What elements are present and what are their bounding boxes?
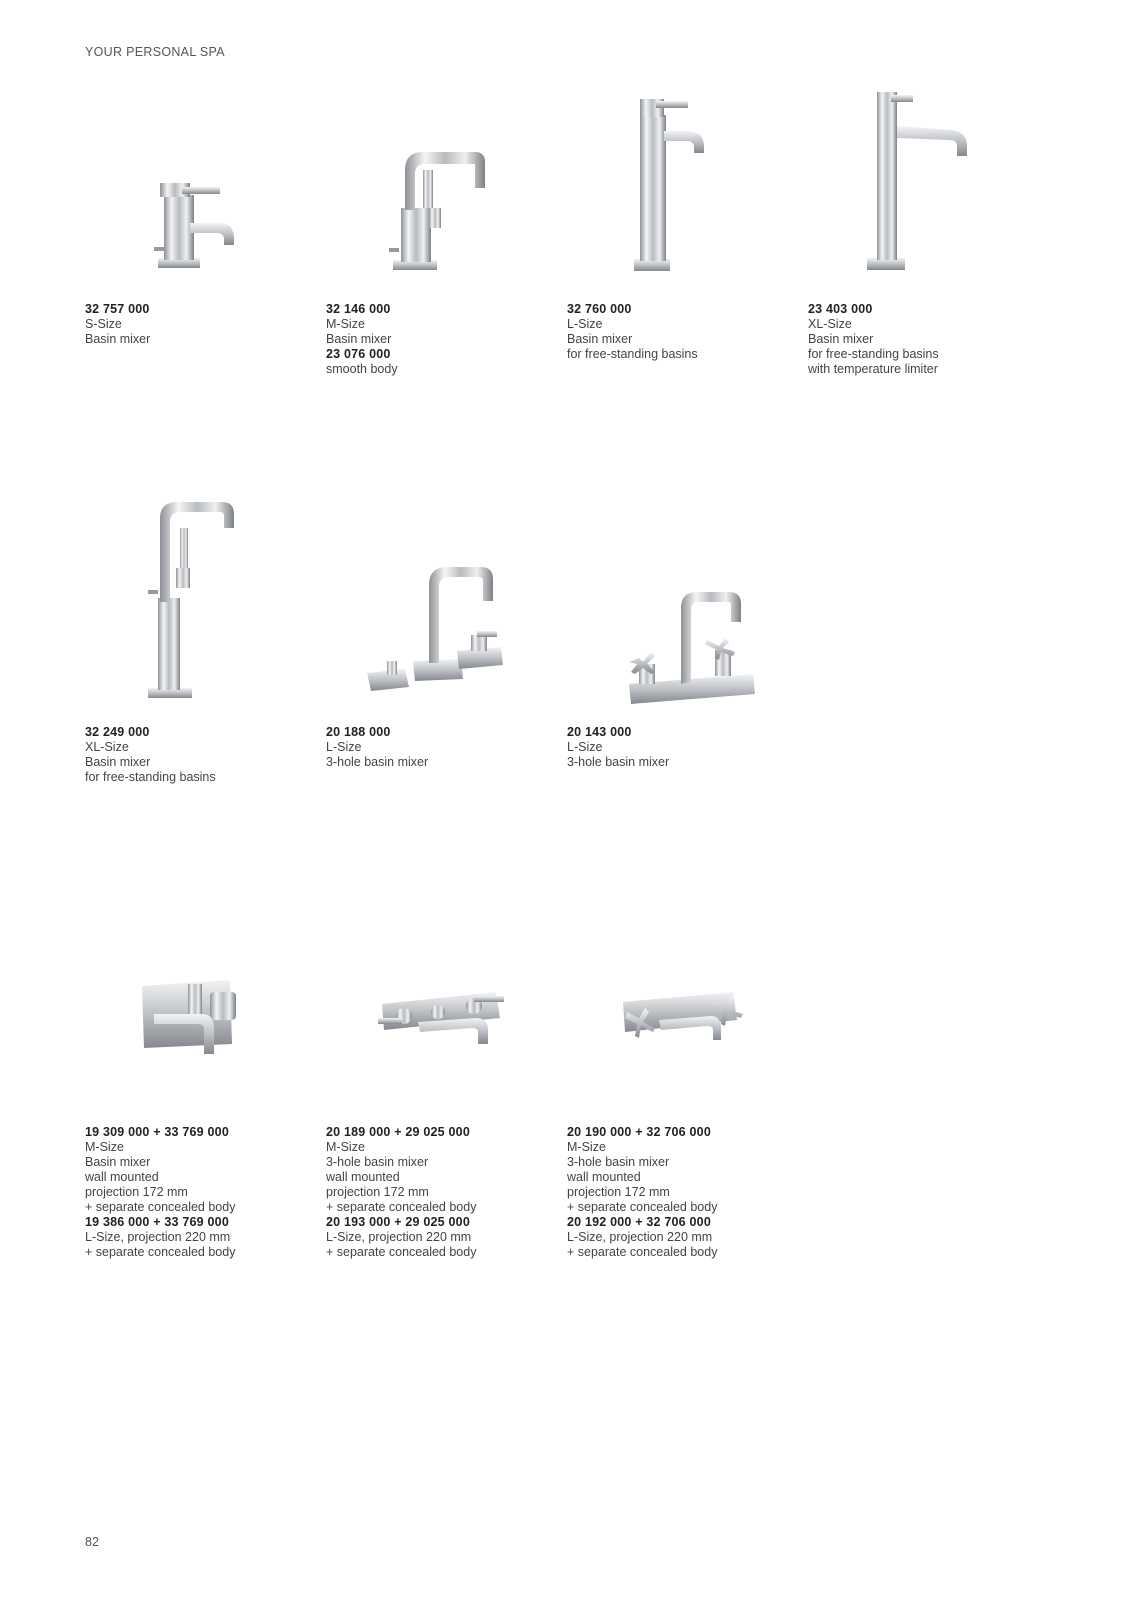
product-description: L-Size, projection 220 mm bbox=[567, 1230, 713, 1244]
3-hole-basin-mixer-cross-image bbox=[625, 590, 755, 715]
product-description: M-Size bbox=[326, 317, 365, 331]
product-description: + separate concealed body bbox=[567, 1245, 718, 1259]
product-number: 32 757 000 bbox=[85, 302, 150, 316]
product-number: 19 309 000 + 33 769 000 bbox=[85, 1125, 229, 1139]
s-size-basin-mixer-image bbox=[150, 175, 245, 275]
product-description: + separate concealed body bbox=[85, 1200, 236, 1214]
product-description: M-Size bbox=[567, 1140, 606, 1154]
product-description: M-Size bbox=[85, 1140, 124, 1154]
product-description: L-Size bbox=[567, 740, 603, 754]
product-info bbox=[567, 1125, 717, 1260]
product-description: L-Size bbox=[326, 740, 362, 754]
product-description: wall mounted bbox=[567, 1170, 641, 1184]
product-info bbox=[85, 725, 216, 785]
product-number: 32 760 000 bbox=[567, 302, 632, 316]
product-description: projection 172 mm bbox=[326, 1185, 429, 1199]
product-number: 20 189 000 + 29 025 000 bbox=[326, 1125, 470, 1139]
product-description: wall mounted bbox=[85, 1170, 159, 1184]
product-info bbox=[326, 302, 398, 377]
product-info bbox=[85, 302, 150, 347]
product-description: wall mounted bbox=[326, 1170, 400, 1184]
product-info bbox=[567, 725, 669, 770]
product-info bbox=[326, 1125, 476, 1260]
product-description: 3-hole basin mixer bbox=[326, 755, 429, 769]
product-number: 20 192 000 + 32 706 000 bbox=[567, 1215, 711, 1229]
product-info bbox=[326, 725, 428, 770]
product-description: 3-hole basin mixer bbox=[326, 1155, 429, 1169]
product-description: Basin mixer bbox=[567, 332, 633, 346]
product-description: L-Size, projection 220 mm bbox=[326, 1230, 472, 1244]
xl-size-basin-mixer-square-spout-image bbox=[140, 498, 250, 703]
3-hole-basin-mixer-lever-image bbox=[365, 565, 510, 695]
product-description: for free-standing basins bbox=[808, 347, 939, 361]
product-description: + separate concealed body bbox=[567, 1200, 718, 1214]
product-description: S-Size bbox=[85, 317, 122, 331]
product-description: Basin mixer bbox=[85, 332, 151, 346]
product-description: XL-Size bbox=[85, 740, 129, 754]
product-number: 20 193 000 + 29 025 000 bbox=[326, 1215, 470, 1229]
m-size-basin-mixer-image bbox=[385, 148, 495, 273]
product-info bbox=[85, 1125, 235, 1260]
product-description: Basin mixer bbox=[808, 332, 874, 346]
product-number: 19 386 000 + 33 769 000 bbox=[85, 1215, 229, 1229]
product-description: projection 172 mm bbox=[567, 1185, 670, 1199]
page-number: 82 bbox=[85, 1535, 99, 1549]
product-number: 32 146 000 bbox=[326, 302, 391, 316]
product-description: Basin mixer bbox=[85, 1155, 151, 1169]
product-description: Basin mixer bbox=[85, 755, 151, 769]
product-description: for free-standing basins bbox=[567, 347, 698, 361]
product-number: 20 143 000 bbox=[567, 725, 632, 739]
wall-mounted-3-hole-lever-image bbox=[378, 988, 508, 1063]
product-number: 20 188 000 bbox=[326, 725, 391, 739]
product-number: 32 249 000 bbox=[85, 725, 150, 739]
product-description: L-Size bbox=[567, 317, 603, 331]
product-description: with temperature limiter bbox=[808, 362, 938, 376]
product-description: L-Size, projection 220 mm bbox=[85, 1230, 231, 1244]
product-description: + separate concealed body bbox=[326, 1245, 477, 1259]
product-number: 23 076 000 bbox=[326, 347, 391, 361]
product-number: 23 403 000 bbox=[808, 302, 873, 316]
product-description: for free-standing basins bbox=[85, 770, 216, 784]
product-description: 3-hole basin mixer bbox=[567, 755, 670, 769]
product-description: + separate concealed body bbox=[326, 1200, 477, 1214]
xl-size-basin-mixer-tall-image bbox=[865, 90, 975, 275]
product-description: XL-Size bbox=[808, 317, 852, 331]
product-number: 20 190 000 + 32 706 000 bbox=[567, 1125, 711, 1139]
product-info bbox=[808, 302, 939, 377]
l-size-basin-mixer-image bbox=[630, 95, 720, 275]
product-description: M-Size bbox=[326, 1140, 365, 1154]
product-description: smooth body bbox=[326, 362, 398, 376]
product-description: Basin mixer bbox=[326, 332, 392, 346]
product-description: projection 172 mm bbox=[85, 1185, 188, 1199]
page-header: YOUR PERSONAL SPA bbox=[85, 45, 225, 59]
product-description: 3-hole basin mixer bbox=[567, 1155, 670, 1169]
product-info bbox=[567, 302, 698, 362]
wall-mounted-3-hole-cross-image bbox=[615, 988, 755, 1063]
wall-mounted-basin-mixer-image bbox=[140, 978, 250, 1068]
product-description: + separate concealed body bbox=[85, 1245, 236, 1259]
